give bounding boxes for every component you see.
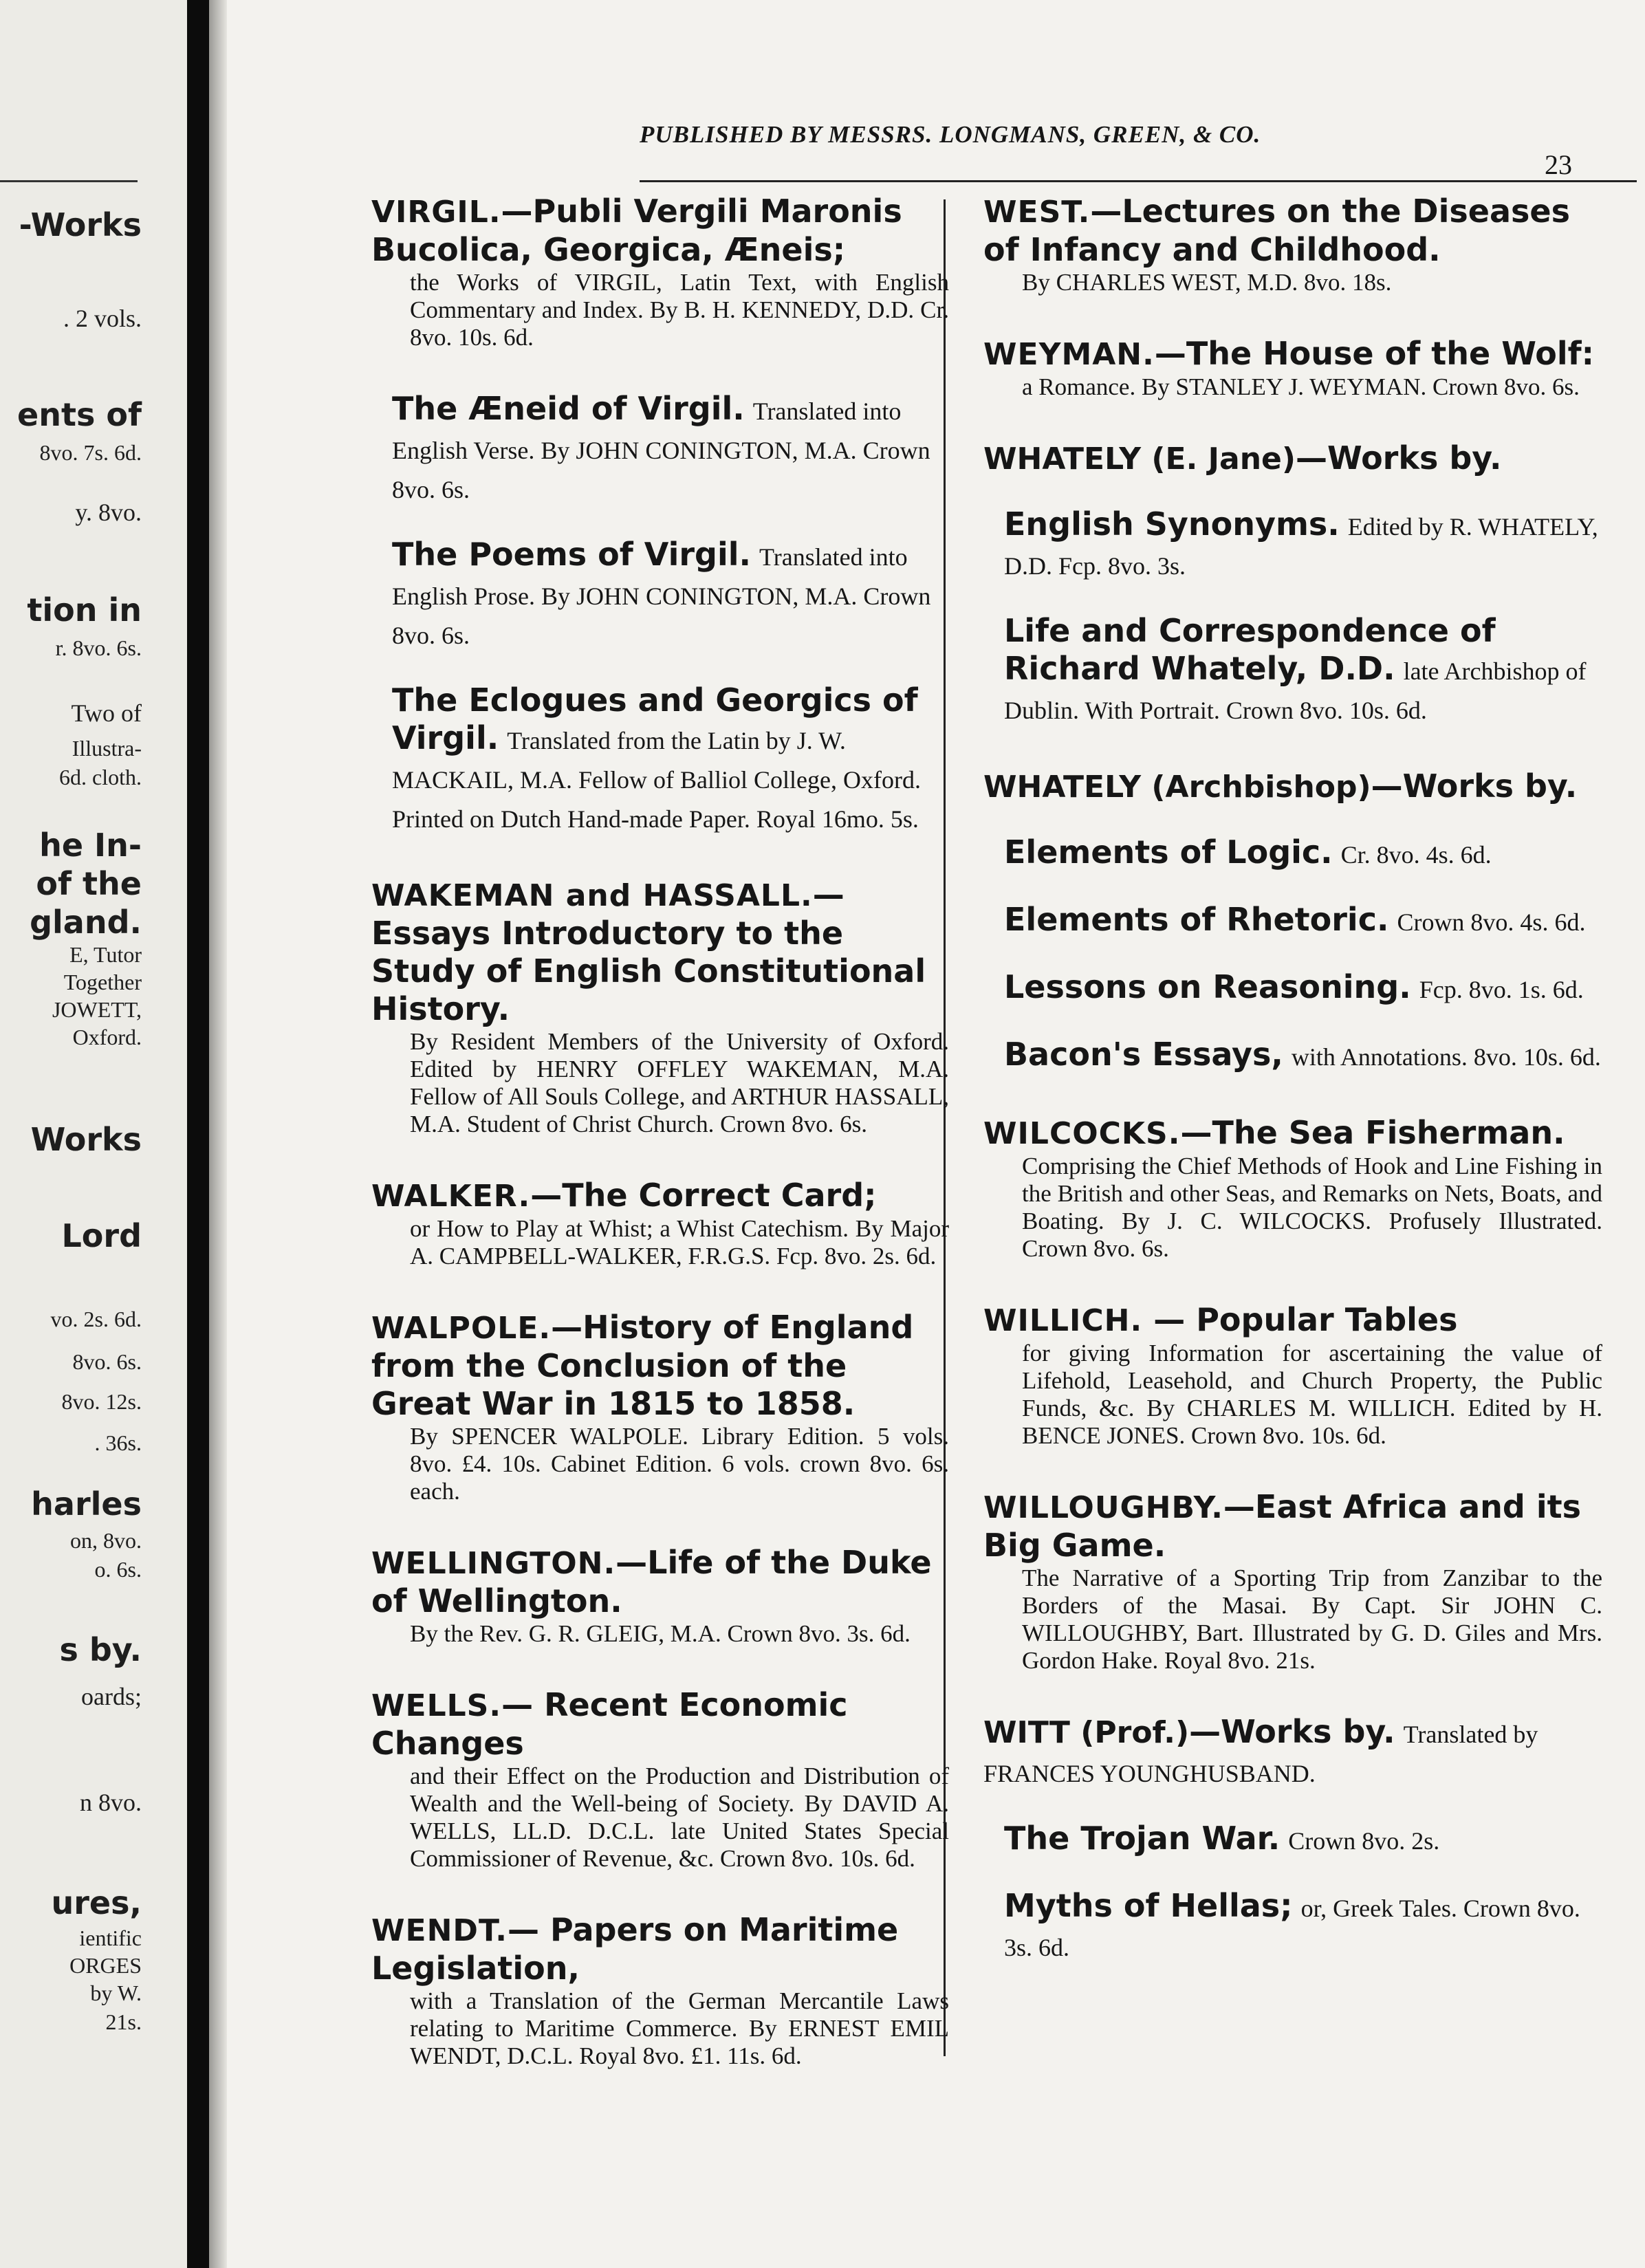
entry-title: Myths of Hellas;: [1004, 1887, 1293, 1924]
entry-title: —History of England from the Conclusion of the Great War in 1815 to 1858.: [371, 1309, 914, 1422]
catalog-entry-poems-of-virgil: [371, 536, 949, 654]
catalog-entry-wakeman-hassall: [371, 876, 949, 1138]
entry-title: The Æneid of Virgil.: [392, 390, 745, 427]
catalog-entry-virgil: [371, 193, 949, 351]
left-page-fragment-text: by W.: [90, 1981, 142, 2005]
entry-description: Translated from the Latin by J. W. MACKAIL, M.A. Fellow of Balliol College, Oxford. Printed on Dutch Hand-made Paper. Royal 16mo. 5s.: [392, 727, 921, 833]
left-page-fragment-text: ures,: [51, 1884, 142, 1921]
catalog-entry-wells: [371, 1686, 949, 1873]
left-page-fragment-text: -Works: [19, 206, 142, 243]
entry-author: WILLOUGHBY.: [983, 1490, 1223, 1525]
entry-title: —Publi Vergili Maronis Bucolica, Georgica, Æneis;: [371, 193, 902, 268]
entry-description: Translated into English Prose. By JOHN CONINGTON, M.A. Crown 8vo. 6s.: [392, 543, 931, 649]
entry-author: WILLICH.: [983, 1303, 1143, 1338]
left-page-fragment-text: Illustra-: [72, 736, 142, 761]
catalog-entry-aeneid: [371, 390, 949, 508]
catalog-entry-wendt: [371, 1911, 949, 2070]
entry-description: and their Effect on the Production and Distribution of Wealth and the Well-being of Society. By DAVID A. WELLS, LL.D. D.C.L. late United States Special Commissioner of Revenue, &c. Crown 8vo. 10s. 6d.: [410, 1763, 949, 1872]
catalog-entry-english-synonyms: [983, 505, 1602, 585]
entry-description: Comprising the Chief Methods of Hook and Line Fishing in the British and other Seas, and Remarks on Nets, Boats, and Boating. By J. C. WILCOCKS. Profusely Illustrated. Crown 8vo. 6s.: [1022, 1153, 1602, 1262]
left-page-fragment-text: oards;: [81, 1683, 142, 1710]
entry-title: —The House of the Wolf:: [1154, 335, 1595, 372]
left-page-fragment-text: vo. 2s. 6d.: [50, 1307, 142, 1331]
entry-description: late Archbishop of Dublin. With Portrait. Crown 8vo. 10s. 6d.: [1004, 657, 1587, 724]
catalog-entry-wilcocks: [983, 1114, 1602, 1263]
entry-title: —Life of the Duke of Wellington.: [371, 1544, 932, 1620]
entry-title: English Synonyms.: [1004, 505, 1340, 543]
entry-title: —Works by.: [1371, 767, 1578, 805]
left-page-fragment-text: ORGES: [69, 1953, 142, 1978]
entry-title: —East Africa and its Big Game.: [983, 1488, 1582, 1564]
catalog-entry-trojan-war: [983, 1820, 1602, 1860]
running-head: PUBLISHED BY MESSRS. LONGMANS, GREEN, & CO.: [640, 121, 1261, 148]
entry-description: By CHARLES WEST, M.D. 8vo. 18s.: [1022, 269, 1392, 296]
gutter-shadow: [209, 0, 227, 2268]
left-page-fragment-text: harles: [31, 1485, 142, 1523]
catalog-entry-eclogues: [371, 682, 949, 838]
entry-description: Crown 8vo. 2s.: [1288, 1827, 1440, 1855]
catalog-entry-wellington: [371, 1544, 949, 1648]
left-page-fragment-text: 6d. cloth.: [59, 765, 142, 789]
catalog-entry-whately-archbishop: [983, 767, 1602, 806]
left-page-fragment-text: 8vo. 12s.: [61, 1389, 142, 1414]
catalog-entry-elements-rhetoric: [983, 901, 1602, 941]
entry-author: WITT (Prof.): [983, 1715, 1190, 1750]
entry-description: Cr. 8vo. 4s. 6d.: [1340, 841, 1492, 869]
left-page-fragment-text: Two of: [71, 699, 142, 727]
right-column: [983, 193, 1602, 1994]
catalog-entry-lessons-reasoning: [983, 968, 1602, 1008]
entry-description: Translated into English Verse. By JOHN CONINGTON, M.A. Crown 8vo. 6s.: [392, 397, 930, 503]
catalog-entry-elements-logic: [983, 833, 1602, 873]
left-page-fragment-text: 8vo. 6s.: [72, 1349, 142, 1374]
entry-description: for giving Information for ascertaining the value of Lifehold, Leasehold, and Church Property, the Public Funds, &c. By CHARLES M. WILLICH. Edited by H. BENCE JONES. Crown 8vo. 10s. 6d.: [1022, 1340, 1602, 1449]
entry-title: —Works by.: [1189, 1713, 1395, 1750]
entry-author: WHATELY (Archbishop): [983, 770, 1371, 805]
entry-title: — Popular Tables: [1142, 1301, 1458, 1338]
left-page-fragment-text: gland.: [30, 904, 142, 941]
left-page-fragment-text: 21s.: [105, 2009, 142, 2034]
entry-title: —Lectures on the Diseases of Infancy and Childhood.: [983, 193, 1570, 268]
entry-description: or, Greek Tales. Crown 8vo. 3s. 6d.: [1004, 1895, 1580, 1961]
entry-description: with Annotations. 8vo. 10s. 6d.: [1291, 1043, 1601, 1071]
entry-title: —Essays Introductory to the Study of English Constitutional History.: [371, 876, 926, 1027]
entry-author: WENDT.: [371, 1913, 508, 1948]
left-page-fragment-text: ents of: [17, 396, 142, 433]
catalog-entry-walpole: [371, 1309, 949, 1505]
left-page-fragment-text: o. 6s.: [94, 1557, 142, 1582]
entry-description: The Narrative of a Sporting Trip from Zanzibar to the Borders of the Masai. By Capt. Sir JOHN C. WILLOUGHBY, Bart. Illustrated by G. D. Giles and Mrs. Gordon Hake. Royal 8vo. 21s.: [1022, 1564, 1602, 1674]
entry-title: —The Sea Fisherman.: [1180, 1114, 1565, 1151]
catalog-entry-bacons-essays: [983, 1036, 1602, 1076]
catalog-entry-walker: [371, 1177, 949, 1270]
catalog-entry-willich: [983, 1301, 1602, 1450]
entry-description: the Works of VIRGIL, Latin Text, with English Commentary and Index. By B. H. KENNEDY, D.D. Cr. 8vo. 10s. 6d.: [410, 269, 949, 351]
entry-title: Elements of Rhetoric.: [1004, 901, 1389, 938]
entry-author: WELLINGTON.: [371, 1546, 616, 1581]
entry-title: The Eclogues and Georgics of Virgil.: [392, 682, 918, 756]
catalog-entry-west: [983, 193, 1602, 296]
right-page: [227, 0, 1645, 2268]
entry-description: or How to Play at Whist; a Whist Catechism. By Major A. CAMPBELL-WALKER, F.R.G.S. Fcp. 8vo. 2s. 6d.: [410, 1215, 949, 1269]
entry-title: — Papers on Maritime Legislation,: [371, 1911, 899, 1987]
page-number: 23: [1545, 149, 1572, 180]
left-page-fragment-text: y. 8vo.: [75, 499, 142, 526]
catalog-entry-willoughby: [983, 1488, 1602, 1675]
entry-description: Crown 8vo. 4s. 6d.: [1397, 908, 1586, 936]
entry-author: WALPOLE.: [371, 1311, 552, 1346]
left-page-fragment-text: he In-: [39, 827, 142, 864]
catalog-entry-weyman: [983, 335, 1602, 401]
left-page-header-rule: [0, 180, 138, 182]
left-page-fragment: [0, 0, 187, 2268]
entry-title: Elements of Logic.: [1004, 833, 1333, 871]
entry-title: — Recent Economic Changes: [371, 1686, 848, 1762]
entry-description: with a Translation of the German Mercantile Laws relating to Maritime Commerce. By ERNEST EMIL WENDT, D.C.L. Royal 8vo. £1. 11s. 6d.: [410, 1987, 949, 2069]
left-page-fragment-text: on, 8vo.: [70, 1528, 142, 1553]
entry-description: By SPENCER WALPOLE. Library Edition. 5 vols. 8vo. £4. 10s. Cabinet Edition. 6 vols. crown 8vo. 6s. each.: [410, 1423, 949, 1505]
left-page-fragment-text: ientific: [79, 1926, 142, 1950]
entry-author: VIRGIL.: [371, 195, 501, 230]
left-page-fragment-text: Together: [63, 970, 142, 994]
entry-description: By the Rev. G. R. GLEIG, M.A. Crown 8vo. 3s. 6d.: [410, 1620, 911, 1647]
left-page-fragment-text: JOWETT,: [52, 997, 142, 1022]
entry-title: The Trojan War.: [1004, 1820, 1281, 1857]
entry-title: The Poems of Virgil.: [392, 536, 751, 573]
entry-author: WEYMAN.: [983, 337, 1155, 372]
header-rule: [640, 180, 1637, 182]
book-gutter: [187, 0, 209, 2268]
left-page-fragment-text: of the: [36, 865, 142, 902]
entry-description: Edited by R. WHATELY, D.D. Fcp. 8vo. 3s.: [1004, 513, 1598, 580]
left-page-fragment-text: E, Tutor: [69, 942, 142, 967]
entry-title: Lessons on Reasoning.: [1004, 968, 1411, 1005]
left-page-fragment-text: r. 8vo. 6s.: [55, 635, 142, 660]
entry-description: Translated by FRANCES YOUNGHUSBAND.: [983, 1721, 1538, 1787]
entry-author: WALKER.: [371, 1179, 531, 1214]
left-page-fragment-text: tion in: [27, 591, 142, 629]
left-page-fragment-text: Lord: [61, 1217, 142, 1254]
entry-author: WILCOCKS.: [983, 1116, 1181, 1151]
entry-title: Life and Correspondence of Richard Whately, D.D.: [1004, 612, 1496, 687]
catalog-entry-whately-jane: [983, 439, 1602, 478]
entry-title: —The Correct Card;: [530, 1177, 877, 1214]
catalog-entry-life-correspondence: [983, 612, 1602, 729]
left-column: [371, 193, 949, 2108]
left-page-fragment-text: Oxford.: [72, 1025, 142, 1049]
left-page-fragment-text: . 36s.: [94, 1430, 142, 1455]
left-page-fragment-text: . 2 vols.: [63, 305, 142, 332]
left-page-fragment-text: n 8vo.: [80, 1789, 142, 1816]
entry-description: Fcp. 8vo. 1s. 6d.: [1419, 976, 1584, 1003]
entry-author: WEST.: [983, 195, 1091, 230]
entry-author: WAKEMAN and HASSALL.: [371, 878, 813, 913]
entry-author: WELLS.: [371, 1688, 502, 1723]
entry-description: By Resident Members of the University of Oxford. Edited by HENRY OFFLEY WAKEMAN, M.A. Fellow of All Souls College, and ARTHUR HASSALL, M.A. Student of Christ Church. Crown 8vo. 6s.: [410, 1028, 949, 1137]
left-page-fragment-text: Works: [30, 1121, 142, 1158]
catalog-entry-witt: [983, 1713, 1602, 1792]
left-page-fragment-text: 8vo. 7s. 6d.: [39, 440, 142, 465]
left-page-fragment-text: s by.: [59, 1631, 142, 1668]
entry-title: Bacon's Essays,: [1004, 1036, 1283, 1073]
entry-author: WHATELY (E. Jane): [983, 441, 1296, 477]
entry-description: a Romance. By STANLEY J. WEYMAN. Crown 8vo. 6s.: [1022, 373, 1580, 400]
catalog-entry-myths-hellas: [983, 1887, 1602, 1966]
entry-title: —Works by.: [1295, 439, 1502, 477]
